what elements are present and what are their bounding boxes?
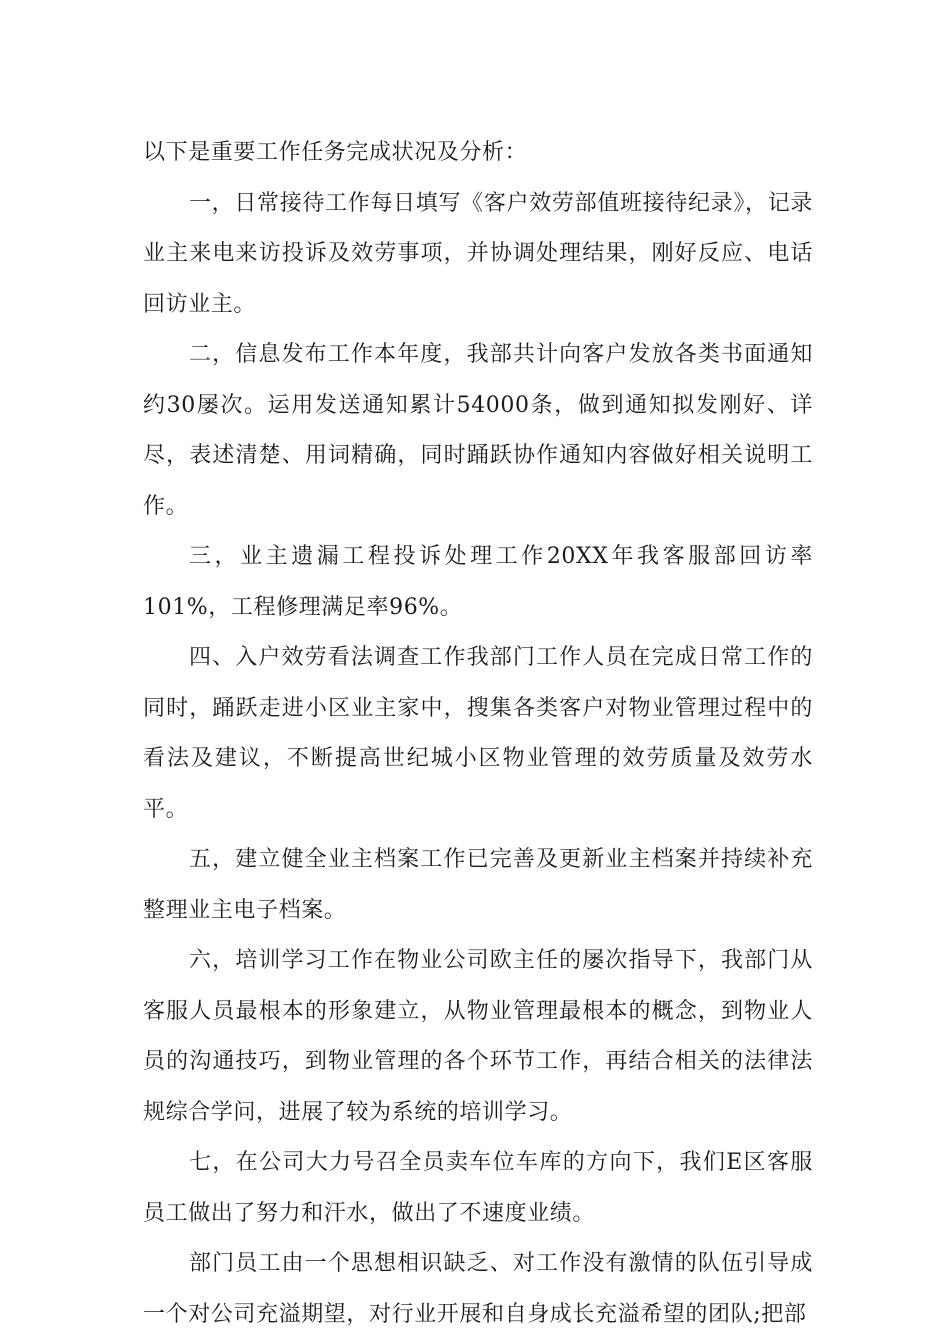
paragraph-team: 部门员工由一个思想相识缺乏、对工作没有激情的队伍引导成一个对公司充溢期望，对行业开展和自身成长充溢希望的团队;把部	[143, 1251, 813, 1327]
intro-paragraph: 以下是重要工作任务完成状况及分析：	[143, 140, 528, 165]
paragraph-info-release: 二，信息发布工作本年度，我部共计向客户发放各类书面通知约30屡次。运用发送通知累计54000条，做到通知拟发刚好、详尽，表述清楚、用词精确，同时踊跃协作通知内容做好相关说明工作。	[143, 342, 813, 519]
document-body	[143, 128, 813, 1340]
paragraph-complaints: 三，业主遗漏工程投诉处理工作20XX年我客服部回访率101%，工程修理满足率96%。	[143, 544, 813, 620]
paragraph-survey: 四、入户效劳看法调查工作我部门工作人员在完成日常工作的同时，踊跃走进小区业主家中，搜集各类客户对物业管理过程中的看法及建议，不断提高世纪城小区物业管理的效劳质量及效劳水平。	[143, 645, 813, 822]
paragraph-archives: 五，建立健全业主档案工作已完善及更新业主档案并持续补充整理业主电子档案。	[143, 847, 813, 923]
paragraph-sales: 七，在公司大力号召全员卖车位车库的方向下，我们E区客服员工做出了努力和汗水，做出了不速度业绩。	[143, 1150, 813, 1226]
paragraph-reception: 一，日常接待工作每日填写《客户效劳部值班接待纪录》，记录业主来电来访投诉及效劳事项，并协调处理结果，刚好反应、电话回访业主。	[143, 190, 813, 317]
paragraph-training: 六，培训学习工作在物业公司欧主任的屡次指导下，我部门从客服人员最根本的形象建立，从物业管理最根本的概念，到物业人员的沟通技巧，到物业管理的各个环节工作，再结合相关的法律法规综合学问，进展了较为系统的培训学习。	[143, 948, 813, 1125]
